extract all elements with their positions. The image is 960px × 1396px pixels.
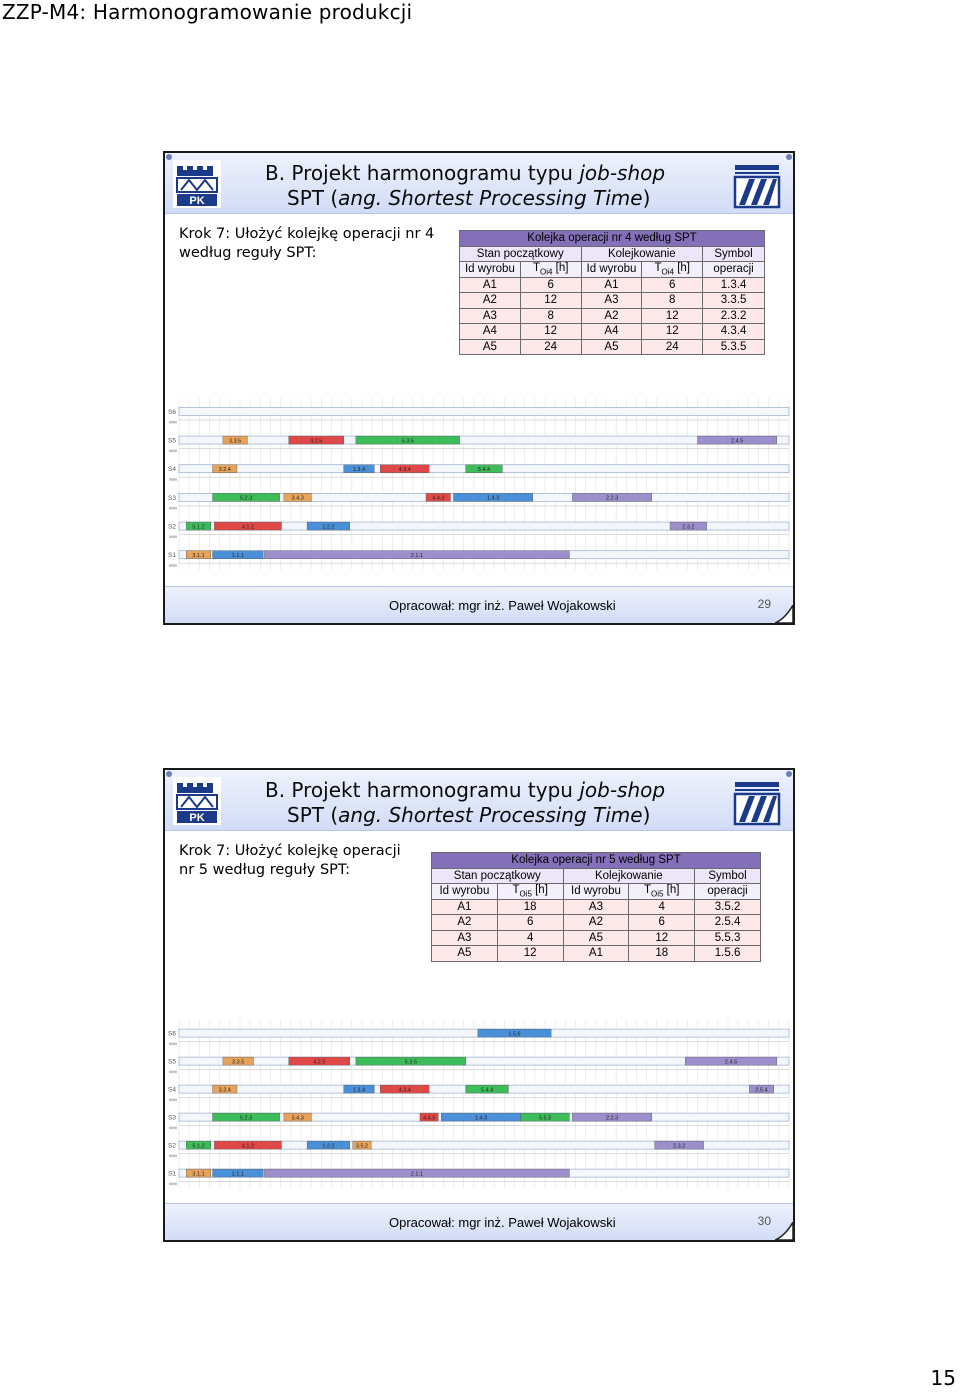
table-cell: 6 [497,915,563,931]
spt-queue-table [459,230,765,355]
gantt-bar-label: 5.3.5 [401,438,414,445]
gantt-row-marker [169,536,177,539]
gantt-bar-label: 4.2.5 [310,438,323,445]
svg-text:PK: PK [189,195,205,207]
gantt-row-marker [169,478,177,481]
table-cell: A1 [563,946,629,962]
gantt-row-label: S6 [168,1030,176,1038]
page-header: ZZP-M4: Harmonogramowanie produkcji [2,0,413,24]
table-cell: 12 [520,324,581,340]
gantt-row-marker [169,1099,177,1102]
gantt-bar-label: 2.3.2 [673,1143,686,1150]
col-header-id: Id wyrobu [563,884,629,900]
table-cell: A3 [581,293,642,309]
gantt-row-label: S3 [168,1114,176,1122]
gantt-row-label: S4 [168,466,176,474]
slide-footer [165,586,793,623]
gantt-bar-label: 1.4.3 [487,495,500,502]
group-header-queueing: Kolejkowanie [581,246,703,262]
symbol-header: operacji [703,262,765,278]
gantt-row-marker [169,507,177,510]
gantt-row-marker [169,1127,177,1130]
table-cell: 24 [520,339,581,355]
table-row [460,277,765,293]
col-header-time: $T_{Oi5}$ [h] [629,884,695,900]
table-cell: A1 [432,899,498,915]
col-header-time: $T_{Oi4}$ [h] [520,262,581,278]
table-row [460,339,765,355]
gantt-bar-label: 1.5.6 [508,1031,521,1038]
footer-author: Opracował: mgr inż. Paweł Wojakowski [389,1215,616,1230]
gantt-bar-label: 4.1.2 [241,524,255,531]
gantt-bar-label: 4.2.5 [313,1059,326,1066]
gantt-bar-label: 5.5.3 [538,1115,552,1122]
table-cell: 12 [642,308,703,324]
table-cell: 12 [497,946,563,962]
gantt-bar-label: 3.1.1 [192,553,205,560]
step-text: Krok 7: Ułożyć kolejkę operacji nr 5 według reguły SPT: [179,843,401,878]
gantt-chart [167,1020,791,1188]
page-curl-icon [775,605,793,623]
gantt-bar-label: 2.2.3 [605,495,619,502]
gantt-bar-label: 2.3.2 [682,524,695,531]
gantt-bar-label: 1.1.1 [231,553,244,560]
table-row [432,930,761,946]
table-cell: A4 [581,324,642,340]
slide-number: 30 [757,1214,771,1228]
table-row [460,308,765,324]
footer-author: Opracował: mgr inż. Paweł Wojakowski [389,598,616,613]
gantt-bar-label: 1.3.4 [352,467,366,474]
gantt-bar-label: 3.3.5 [229,438,242,445]
gantt-bar-label: 2.1.1 [410,553,424,560]
group-header-initial: Stan początkowy [432,868,564,884]
symbol-header: Symbol [695,868,761,884]
slide-title: B. Projekt harmonogramu typu job-shop SPT (ang. Shortest Processing Time) [265,161,666,210]
col-header-time: $T_{Oi4}$ [h] [642,262,703,278]
table-cell: A3 [563,899,629,915]
gantt-row-label: S1 [168,552,176,560]
table-caption: Kolejka operacji nr 4 według SPT [460,231,765,247]
table-cell: 4.3.4 [703,324,765,340]
gantt-bar-label: 5.1.2 [192,1143,205,1150]
gantt-row-marker [169,1183,177,1186]
slide-29 [163,151,795,625]
page-number: 15 [930,1366,956,1390]
table-cell: 12 [642,324,703,340]
gantt-bar-label: 2.1.1 [410,1171,424,1178]
table-row [460,324,765,340]
table-caption: Kolejka operacji nr 5 według SPT [432,853,761,869]
pk-logo-icon [173,160,221,208]
gantt-bar-label: 3.4.3 [291,1115,304,1122]
table-cell: A4 [460,324,521,340]
table-cell: A2 [460,293,521,309]
table-cell: A5 [460,339,521,355]
gantt-bar-label: 4.3.4 [398,1087,411,1094]
table-cell: 5.3.5 [703,339,765,355]
table-row [432,915,761,931]
gantt-bar-label: 2.4.5 [731,438,744,445]
symbol-header: Symbol [703,246,765,262]
gantt-row-marker [169,450,177,453]
gantt-row-marker [169,1071,177,1074]
table-cell: 24 [642,339,703,355]
gantt-row-label: S5 [168,1058,176,1066]
gantt-bar-label: 4.4.3 [432,495,445,502]
gantt-bar-label: 5.2.3 [239,1115,253,1122]
step-text: Krok 7: Ułożyć kolejkę operacji nr 4 według reguły SPT: [179,226,435,261]
table-cell: 8 [642,293,703,309]
slide-title: B. Projekt harmonogramu typu job-shop SPT (ang. Shortest Processing Time) [265,778,666,827]
gantt-bar-label: 5.2.3 [239,495,253,502]
slide-number: 29 [757,597,771,611]
page-curl-icon [775,1222,793,1240]
table-cell: 8 [520,308,581,324]
table-cell: 3.5.2 [695,899,761,915]
title-bar [165,153,793,214]
table-row [432,899,761,915]
gantt-track [179,407,789,415]
table-row [460,293,765,309]
col-header-time: $T_{Oi5}$ [h] [497,884,563,900]
gantt-chart [167,398,791,570]
col-header-id: Id wyrobu [581,262,642,278]
gantt-bar-label: 3.5.2 [355,1143,369,1150]
gantt-bar-label: 4.4.3 [422,1115,436,1122]
gantt-bar-label: 1.4.3 [474,1115,488,1122]
gantt-bar-label: 1.3.4 [352,1087,366,1094]
gantt-bar-label: 5.4.4 [480,1087,494,1094]
table-cell: 6 [642,277,703,293]
table-row [432,946,761,962]
gantt-row-marker [169,421,177,424]
gantt-row-marker [169,1043,177,1046]
table-cell: A5 [563,930,629,946]
table-cell: A5 [432,946,498,962]
spt-queue-table [431,852,761,962]
gantt-row-marker [169,1155,177,1158]
gantt-bar-label: 5.4.4 [477,467,491,474]
slide-30 [163,768,795,1242]
gantt-row-marker [169,564,177,567]
table-cell: 18 [629,946,695,962]
table-cell: A1 [460,277,521,293]
slide-footer [165,1203,793,1240]
gantt-row-label: S6 [168,408,176,416]
table-cell: 4 [629,899,695,915]
faculty-logo-icon [733,163,781,209]
table-cell: A2 [581,308,642,324]
gantt-bar-label: 1.2.2 [322,1143,335,1150]
gantt-bar-label: 2.4.5 [724,1059,738,1066]
table-cell: 12 [629,930,695,946]
gantt-bar-label: 2.5.4 [755,1087,768,1094]
gantt-row-label: S2 [168,1142,176,1150]
gantt-bar-label: 3.1.1 [192,1171,205,1178]
table-cell: 1.5.6 [695,946,761,962]
table-cell: 4 [497,930,563,946]
table-cell: 2.5.4 [695,915,761,931]
table-cell: A3 [432,930,498,946]
gantt-bar-label: 5.1.2 [192,524,205,531]
table-cell: 2.3.2 [703,308,765,324]
table-cell: 5.5.3 [695,930,761,946]
table-cell: A3 [460,308,521,324]
gantt-row-label: S3 [168,494,176,502]
gantt-bar-label: 3.4.3 [291,495,304,502]
group-header-queueing: Kolejkowanie [563,868,695,884]
title-bar [165,770,793,831]
table-cell: 18 [497,899,563,915]
gantt-row-label: S2 [168,523,176,531]
table-cell: A5 [581,339,642,355]
gantt-bar-label: 1.2.2 [322,524,335,531]
gantt-row-label: S5 [168,437,176,445]
table-cell: 1.3.4 [703,277,765,293]
gantt-bar-label: 3.2.4 [218,467,231,474]
gantt-bar-label: 4.1.2 [241,1143,255,1150]
col-header-id: Id wyrobu [460,262,521,278]
table-cell: 6 [629,915,695,931]
gantt-row-label: S4 [168,1086,176,1094]
pk-logo-icon [173,777,221,825]
table-cell: 6 [520,277,581,293]
gantt-bar-label: 3.2.4 [218,1087,231,1094]
gantt-bar-label: 5.3.5 [404,1059,417,1066]
col-header-id: Id wyrobu [432,884,498,900]
gantt-bar-label: 4.3.4 [398,467,411,474]
gantt-bar-label: 1.1.1 [231,1171,244,1178]
gantt-bar-label: 3.3.5 [232,1059,245,1066]
table-cell: A1 [581,277,642,293]
symbol-header: operacji [695,884,761,900]
table-cell: A2 [432,915,498,931]
table-cell: 12 [520,293,581,309]
table-cell: 3.3.5 [703,293,765,309]
gantt-row-label: S1 [168,1170,176,1178]
table-cell: A2 [563,915,629,931]
gantt-bar-label: 2.2.3 [605,1115,619,1122]
svg-text:PK: PK [189,812,205,824]
group-header-initial: Stan początkowy [460,246,582,262]
faculty-logo-icon [733,780,781,826]
